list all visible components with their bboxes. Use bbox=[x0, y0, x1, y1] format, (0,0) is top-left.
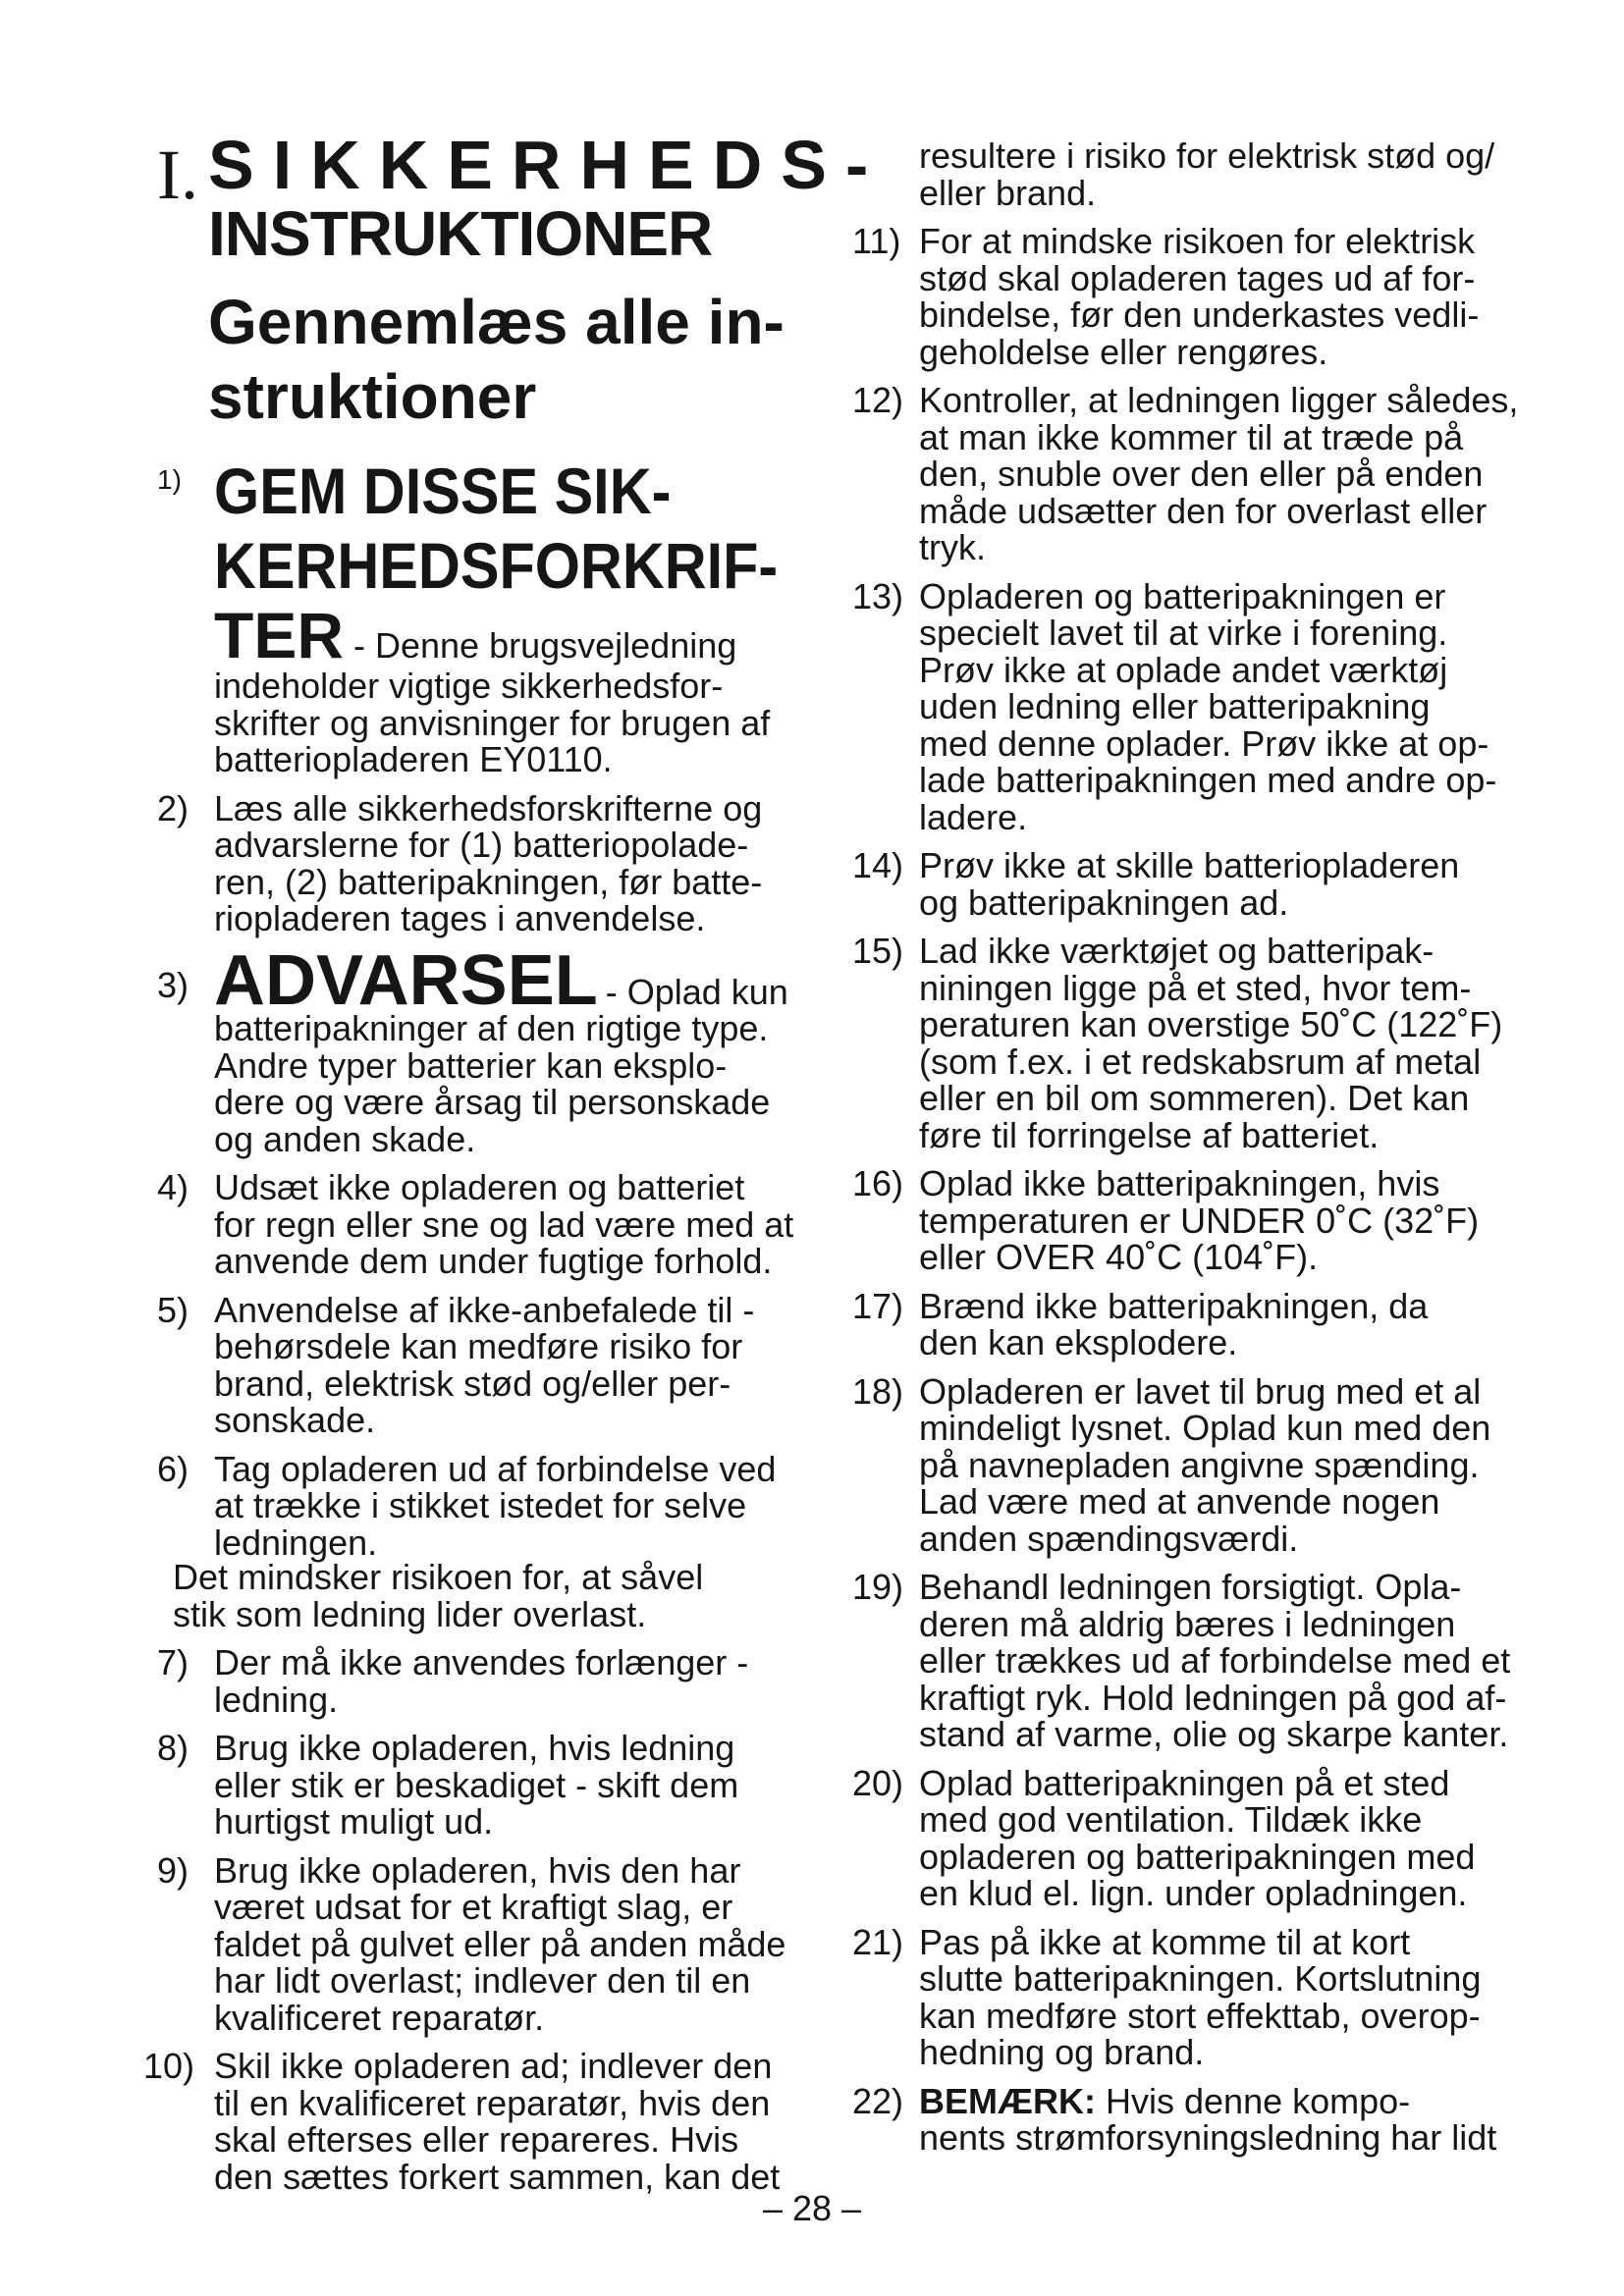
item-text-line: dere og være årsag til personskade bbox=[214, 1082, 771, 1122]
item-text-line: Lad ikke værktøjet og batteripak- bbox=[919, 931, 1435, 971]
item-text-line: (som f.ex. i et redskabsrum af metal bbox=[919, 1041, 1482, 1082]
item-text-line: at trække i stikket istedet for selve bbox=[214, 1485, 747, 1525]
list-item bbox=[852, 1285, 1530, 1362]
list-item bbox=[852, 1370, 1530, 1559]
item-number: 18) bbox=[852, 1370, 904, 1412]
item-number: 9) bbox=[157, 1849, 189, 1891]
item-text-line: skal efterses eller repareres. Hvis bbox=[214, 2119, 739, 2160]
item-text-line: den sættes forkert sammen, kan det bbox=[214, 2156, 781, 2197]
item-number: 12) bbox=[852, 380, 904, 420]
item-text-line: har lidt overlast; indlever den til en bbox=[214, 1960, 751, 2001]
item-heading: TER bbox=[214, 599, 344, 671]
item-number: 22) bbox=[852, 2080, 904, 2121]
list-item bbox=[157, 787, 805, 938]
item-text-line: brand, elektrisk stød og/eller per- bbox=[214, 1362, 731, 1404]
item-text-line: Brug ikke opladeren, hvis den har bbox=[214, 1849, 741, 1891]
list-item bbox=[157, 1644, 805, 1718]
item-text bbox=[214, 1730, 805, 1841]
list-item bbox=[852, 1921, 1530, 2072]
item-note bbox=[173, 1559, 805, 1632]
item-number: 15) bbox=[852, 931, 904, 971]
item-text-line: hurtigst muligt ud. bbox=[214, 1801, 494, 1842]
item-text-line: eller stik er beskadiget - skift dem bbox=[214, 1764, 739, 1805]
item-heading: KERHEDSFORKRIF- bbox=[214, 529, 779, 602]
item-number: 2) bbox=[157, 787, 189, 828]
item-text-line: lade batteripakningen med andre op- bbox=[919, 760, 1497, 800]
item-text-line: deren må aldrig bæres i ledningen bbox=[919, 1603, 1456, 1644]
item-text-line: eller trækkes ud af forbindelse med et bbox=[919, 1640, 1511, 1681]
item-number: 19) bbox=[852, 1567, 904, 1607]
item-number: 16) bbox=[852, 1163, 904, 1203]
subtitle-line2: struktioner bbox=[208, 361, 537, 432]
item-text-line: ledningen. bbox=[214, 1522, 378, 1563]
item-text-line: batteriopladeren EY0110. bbox=[214, 739, 613, 779]
item-text bbox=[214, 2048, 805, 2195]
page-number: – 28 – bbox=[762, 2188, 862, 2228]
item-text-line: behørsdele kan medføre risiko for bbox=[214, 1326, 743, 1366]
item-text-line: Pas på ikke at komme til at kort bbox=[919, 1921, 1411, 1962]
item-text-line: Læs alle sikkerhedsforskrifterne og bbox=[214, 787, 763, 828]
item-text bbox=[919, 933, 1530, 1153]
item-text-line: slutte batteripakningen. Kortslutning bbox=[919, 1958, 1482, 1999]
item-text-line: Hvis denne kompo- bbox=[1106, 2080, 1411, 2121]
item-text bbox=[214, 1849, 805, 2038]
item-number: 14) bbox=[852, 845, 904, 885]
item-text-line: Lad være med at anvende nogen bbox=[919, 1481, 1440, 1522]
item-number: 20) bbox=[852, 1762, 904, 1803]
item-text-line: faldet på gulvet eller på anden måde bbox=[214, 1923, 786, 1964]
item-text bbox=[919, 1921, 1530, 2072]
list-item bbox=[157, 1289, 805, 1440]
item-text bbox=[919, 847, 1530, 921]
note-label: BEMÆRK: bbox=[919, 2080, 1096, 2121]
item-number: 11) bbox=[852, 221, 901, 261]
list-item bbox=[157, 454, 805, 778]
item-text-line: for regn eller sne og lad være med at bbox=[214, 1203, 794, 1245]
item-text bbox=[919, 1285, 1530, 1362]
item-heading: GEM DISSE SIK- bbox=[214, 454, 672, 527]
item-text-line: på navnepladen angivne spænding. bbox=[919, 1444, 1480, 1485]
item-text bbox=[214, 787, 805, 938]
item-text-line: Kontroller, at ledningen ligger således, bbox=[919, 380, 1519, 420]
item-text-line: nents strømforsyningsledning har lidt bbox=[919, 2117, 1497, 2158]
section-title-line2: INSTRUKTIONER bbox=[208, 198, 713, 269]
item-text-line: at man ikke kommer til at træde på bbox=[919, 416, 1464, 457]
item-number: 8) bbox=[157, 1728, 189, 1768]
item-text-line: niningen ligge på et sted, hvor tem- bbox=[919, 967, 1472, 1008]
item-text-line: til en kvalificeret reparatør, hvis den bbox=[214, 2082, 771, 2123]
list-item bbox=[157, 1730, 805, 1841]
right-column bbox=[852, 137, 1530, 2168]
item-text bbox=[919, 1370, 1530, 1559]
item-text-line: Oplad ikke batteripakningen, hvis bbox=[919, 1163, 1440, 1203]
item-text-line: måde udsætter den for overlast eller bbox=[919, 490, 1488, 531]
list-item bbox=[157, 940, 805, 1159]
item-number: 5) bbox=[157, 1289, 189, 1330]
item-text bbox=[919, 575, 1530, 837]
item-text-line: tryk. bbox=[919, 527, 986, 567]
item-text bbox=[214, 940, 805, 1159]
item-text-line: og batteripakningen ad. bbox=[919, 881, 1289, 923]
item-text-line: skrifter og anvisninger for brugen af bbox=[214, 702, 771, 743]
list-item bbox=[852, 847, 1530, 921]
item-text-line: Prøv ikke at skille batteriopladeren bbox=[919, 845, 1460, 885]
item-text bbox=[214, 1448, 805, 1563]
item-text-line: stød skal opladeren tages ud af for- bbox=[919, 257, 1476, 298]
item-text bbox=[214, 1644, 805, 1718]
item-text-line: opladeren og batteripakningen med bbox=[919, 1836, 1476, 1877]
item-number: 21) bbox=[852, 1921, 904, 1962]
item-text-line: advarslerne for (1) batteriopolade- bbox=[214, 825, 749, 865]
item-text-line: den, snuble over den eller på enden bbox=[919, 454, 1484, 494]
item-continuation bbox=[919, 137, 1530, 211]
item-text-line: riopladeren tages i anvendelse. bbox=[214, 898, 706, 938]
section-title-line1: SIKKERHEDS- bbox=[208, 127, 888, 203]
list-item bbox=[157, 1448, 805, 1563]
item-text-line: kan medføre stort effekttab, overop- bbox=[919, 1995, 1481, 2036]
list-item bbox=[852, 1762, 1530, 1913]
item-text-line: specielt lavet til at virke i forening. bbox=[919, 613, 1448, 653]
subtitle-line1: Gennemlæs alle in- bbox=[208, 287, 785, 357]
item-text bbox=[214, 454, 840, 778]
item-text-line: Tag opladeren ud af forbindelse ved bbox=[214, 1448, 777, 1489]
section-number: I. bbox=[157, 135, 198, 214]
item-text-line: hedning og brand. bbox=[919, 2032, 1205, 2072]
item-text bbox=[919, 1762, 1530, 1913]
item-text-line: kvalificeret reparatør. bbox=[214, 1997, 545, 2038]
item-text-line: Skil ikke opladeren ad; indlever den bbox=[214, 2046, 773, 2086]
item-text-line: eller brand. bbox=[919, 172, 1097, 213]
item-text-line: indeholder vigtige sikkerhedsfor- bbox=[214, 666, 724, 706]
item-text-line: med denne oplader. Prøv ikke at op- bbox=[919, 722, 1489, 764]
item-text-line: Udsæt ikke opladeren og batteriet bbox=[214, 1167, 745, 1207]
item-text-line: batteripakninger af den rigtige type. bbox=[214, 1008, 769, 1048]
item-text-line: anvende dem under fugtige forhold. bbox=[214, 1241, 773, 1281]
item-text-line: eller en bil om sommeren). Det kan bbox=[919, 1078, 1470, 1118]
item-text-line: temperaturen er UNDER 0˚C (32˚F) bbox=[919, 1200, 1480, 1241]
item-text-line: føre til forringelse af batteriet. bbox=[919, 1114, 1380, 1155]
list-item bbox=[157, 1169, 805, 1280]
item-number: 17) bbox=[852, 1285, 904, 1326]
item-text-line: uden ledning eller batteripakning bbox=[919, 686, 1431, 726]
list-item bbox=[852, 1569, 1530, 1753]
item-text bbox=[214, 1169, 805, 1280]
item-text-line: Det mindsker risikoen for, at såvel bbox=[173, 1557, 704, 1597]
item-text-line: Anvendelse af ikke-anbefalede til - bbox=[214, 1289, 755, 1330]
item-text-line: kraftigt ryk. Hold ledningen på god af- bbox=[919, 1677, 1507, 1718]
item-text-line: geholdelse eller rengøres. bbox=[919, 331, 1328, 372]
list-item bbox=[852, 1165, 1530, 1276]
item-text bbox=[919, 2080, 1530, 2158]
item-text-line: med god ventilation. Tildæk ikke bbox=[919, 1799, 1423, 1840]
item-text-line: en klud el. lign. under opladningen. bbox=[919, 1873, 1468, 1913]
item-text-line: - Denne brugsvejledning bbox=[353, 625, 737, 666]
list-item bbox=[852, 382, 1530, 566]
item-text-line: bindelse, før den underkastes vedli- bbox=[919, 294, 1480, 335]
item-text-line: peraturen kan overstige 50˚C (122˚F) bbox=[919, 1004, 1503, 1044]
item-text-line: mindeligt lysnet. Oplad kun med den bbox=[919, 1408, 1491, 1448]
item-text-line: Der må ikke anvendes forlænger - bbox=[214, 1642, 749, 1682]
item-number: 6) bbox=[157, 1448, 189, 1489]
list-item bbox=[852, 933, 1530, 1153]
item-text-line: Behandl ledningen forsigtigt. Opla- bbox=[919, 1567, 1462, 1607]
list-item bbox=[852, 223, 1530, 370]
item-text-line: Prøv ikke at oplade andet værktøj bbox=[919, 649, 1448, 690]
item-number: 1) bbox=[157, 464, 182, 495]
item-number: 4) bbox=[157, 1167, 189, 1207]
item-text-line: eller OVER 40˚C (104˚F). bbox=[919, 1237, 1319, 1277]
item-text-line: den kan eksplodere. bbox=[919, 1322, 1238, 1362]
item-text bbox=[214, 1289, 805, 1440]
list-item bbox=[157, 1849, 805, 2038]
item-number: 13) bbox=[852, 575, 904, 616]
item-heading: ADVARSEL bbox=[214, 940, 598, 1020]
item-number: 10) bbox=[143, 2046, 195, 2086]
section-subtitle bbox=[208, 285, 805, 434]
item-text bbox=[919, 382, 1530, 566]
item-text-line: ladere. bbox=[919, 796, 1028, 837]
item-number: 3) bbox=[157, 964, 189, 1005]
item-text-line: ledning. bbox=[214, 1679, 339, 1720]
item-text-line: stik som ledning lider overlast. bbox=[173, 1593, 647, 1634]
item-text-line: Opladeren er lavet til brug med et al bbox=[919, 1370, 1482, 1412]
item-text-line: været udsat for et kraftigt slag, er bbox=[214, 1887, 733, 1927]
item-text-line: - Oplad kun bbox=[605, 971, 788, 1012]
list-item bbox=[143, 2046, 805, 2197]
list-item bbox=[852, 2080, 1530, 2158]
item-text-line: Oplad batteripakningen på et sted bbox=[919, 1762, 1450, 1803]
item-text-line: resultere i risiko for elektrisk stød og/ bbox=[919, 135, 1495, 176]
item-text-line: Opladeren og batteripakningen er bbox=[919, 575, 1446, 616]
item-text bbox=[919, 223, 1530, 370]
item-text-line: Brug ikke opladeren, hvis ledning bbox=[214, 1728, 735, 1768]
item-text-line: For at mindske risikoen for elektrisk bbox=[919, 221, 1476, 261]
item-text bbox=[919, 1569, 1530, 1753]
item-text-line: stand af varme, olie og skarpe kanter. bbox=[919, 1714, 1509, 1754]
item-text-line: anden spændingsværdi. bbox=[919, 1518, 1299, 1559]
item-text-line: Brænd ikke batteripakningen, da bbox=[919, 1285, 1429, 1326]
item-number: 7) bbox=[157, 1642, 189, 1682]
list-item bbox=[852, 575, 1530, 837]
item-text-line: og anden skade. bbox=[214, 1118, 476, 1159]
item-text-line: sonskade. bbox=[214, 1400, 376, 1440]
item-text-line: ren, (2) batteripakningen, før batte- bbox=[214, 861, 763, 902]
item-text-line: Andre typer batterier kan eksplo- bbox=[214, 1044, 728, 1086]
item-text bbox=[919, 1165, 1530, 1276]
